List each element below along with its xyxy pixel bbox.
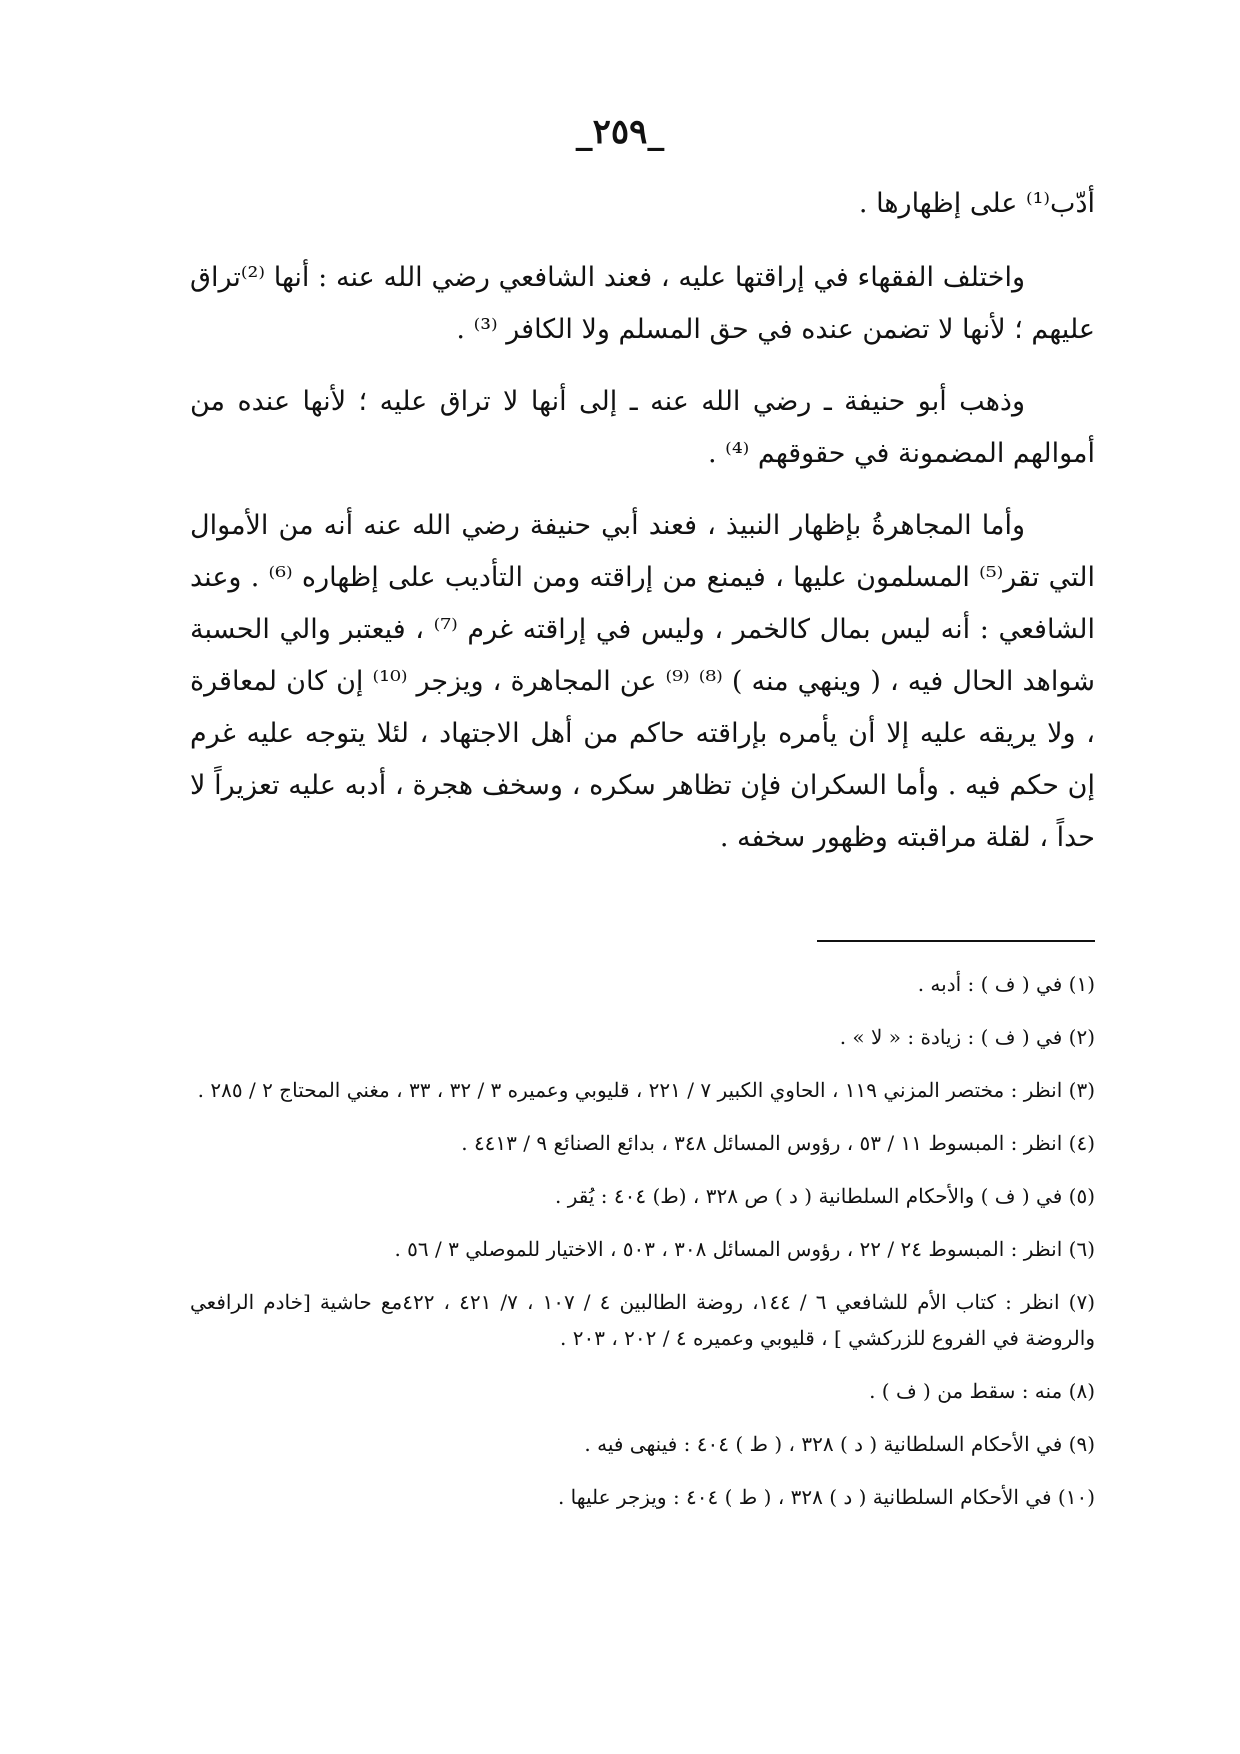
footnote-4 — [190, 1125, 1095, 1161]
footnote-text: منه : سقط من ( ف ) . — [869, 1379, 1063, 1403]
footnote-number: (٥) — [1068, 1184, 1095, 1208]
footnote-number: (٤) — [1068, 1131, 1095, 1155]
footnote-10 — [190, 1479, 1095, 1515]
paragraph-2: واختلف الفقهاء في إراقتها عليه ، فعند الشافعي رضي الله عنه : أنها ⁽²⁾تراق عليهم ؛ لأنها لا تضمن عنده في حق المسلم ولا الكافر ⁽³⁾ . — [190, 262, 1095, 345]
footnote-text: انظر : كتاب الأم للشافعي ٦ / ١٤٤، روضة الطالبين ٤ / ١٠٧ ، ٧/ ٤٢١ ، ٤٢٢مع حاشية [خادم الرافعي والروضة في الفروع للزركشي ] ، قليوبي وعميره ٤ / ٢٠٢ ، ٢٠٣ . — [190, 1290, 1095, 1350]
footnotes — [190, 966, 1095, 1532]
footnote-text: في ( ف ) : أدبه . — [917, 972, 1063, 996]
footnote-separator — [817, 940, 1095, 942]
footnote-1 — [190, 966, 1095, 1002]
footnote-text: في الأحكام السلطانية ( د ) ٣٢٨ ، ( ط ) ٤٠٤ : ويزجر عليها . — [557, 1485, 1052, 1509]
footnote-number: (٨) — [1068, 1379, 1095, 1403]
footnote-number: (٩) — [1068, 1432, 1095, 1456]
footnote-text: انظر : مختصر المزني ١١٩ ، الحاوي الكبير ٧ / ٢٢١ ، قليوبي وعميره ٣ / ٣٢ ، ٣٣ ، مغني المحتاج ٢ / ٢٨٥ . — [197, 1078, 1063, 1102]
footnote-number: (٦) — [1068, 1237, 1095, 1261]
footnote-7 — [190, 1284, 1095, 1356]
page-number: _٢٥٩_ — [575, 112, 665, 152]
footnote-8 — [190, 1373, 1095, 1409]
paragraph-4: وأما المجاهرةُ بإظهار النبيذ ، فعند أبي حنيفة رضي الله عنه أنه من الأموال التي تقر⁽⁵⁾ المسلمون عليها ، فيمنع من إراقته ومن التأديب على إظهاره ⁽⁶⁾ . وعند الشافعي : أنه ليس بمال كالخمر ، وليس في إراقته غرم ⁽⁷⁾ ، فيعتبر والي الحسبة شواهد الحال فيه ، ( وينهي منه ) ⁽⁸⁾ ⁽⁹⁾ عن المجاهرة ، ويزجر ⁽¹⁰⁾ إن كان لمعاقرة ، ولا يريقه عليه إلا أن يأمره بإراقته حاكم من أهل الاجتهاد ، لئلا يتوجه عليه غرم إن حكم فيه . وأما السكران فإن تظاهر سكره ، وسخف هجرة ، أدبه عليه تعزيراً لا حداً ، لقلة مراقبته وظهور سخفه . — [190, 510, 1095, 853]
footnote-number: (٢) — [1068, 1025, 1095, 1049]
footnote-9 — [190, 1426, 1095, 1462]
footnote-text: في ( ف ) والأحكام السلطانية ( د ) ص ٣٢٨ ، (ط) ٤٠٤ : يُقر . — [554, 1184, 1063, 1208]
paragraph-3: وذهب أبو حنيفة ـ رضي الله عنه ـ إلى أنها لا تراق عليه ؛ لأنها عنده من أموالهم المضمونة في حقوقهم ⁽⁴⁾ . — [190, 386, 1095, 469]
footnote-number: (٣) — [1068, 1078, 1095, 1102]
footnote-6 — [190, 1231, 1095, 1267]
footnote-text: انظر : المبسوط ٢٤ / ٢٢ ، رؤوس المسائل ٣٠٨ ، ٥٠٣ ، الاختيار للموصلي ٣ / ٥٦ . — [394, 1237, 1063, 1261]
footnote-number: (١) — [1068, 972, 1095, 996]
footnote-2 — [190, 1019, 1095, 1055]
main-text — [190, 178, 1095, 884]
footnote-text: في الأحكام السلطانية ( د ) ٣٢٨ ، ( ط ) ٤٠٤ : فينهى فيه . — [584, 1432, 1063, 1456]
footnote-number: (١٠) — [1057, 1485, 1095, 1509]
footnote-3 — [190, 1072, 1095, 1108]
paragraph-1: أدّب⁽¹⁾ على إظهارها . — [858, 188, 1095, 219]
footnote-text: في ( ف ) : زيادة : « لا » . — [839, 1025, 1063, 1049]
footnote-text: انظر : المبسوط ١١ / ٥٣ ، رؤوس المسائل ٣٤٨ ، بدائع الصنائع ٩ / ٤٤١٣ . — [461, 1131, 1063, 1155]
footnote-number: (٧) — [1068, 1290, 1095, 1314]
footnote-5 — [190, 1178, 1095, 1214]
